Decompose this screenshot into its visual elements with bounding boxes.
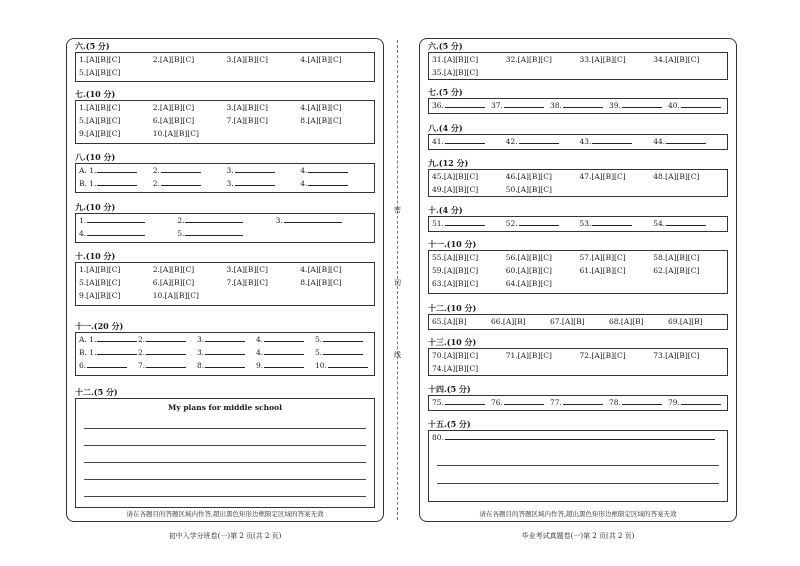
item-number: 1. bbox=[89, 348, 97, 357]
item-number: 5. bbox=[315, 348, 323, 357]
section-title: 六.(5 分) bbox=[75, 41, 110, 51]
fill-blank[interactable] bbox=[323, 333, 363, 342]
answer-area-note: 请在各题目的答题区域内作答,超出黑色矩形边框限定区域的答案无效 bbox=[479, 510, 677, 518]
essay-title: My plans for middle school bbox=[168, 403, 282, 412]
choice-item[interactable]: 9.[A][B][C] bbox=[79, 129, 121, 138]
item-number: 75. bbox=[432, 398, 444, 407]
item-number: 43. bbox=[579, 137, 592, 146]
section-title: 十三.(10 分) bbox=[428, 337, 477, 347]
writing-line[interactable] bbox=[84, 479, 366, 480]
item-number: 80. bbox=[432, 433, 444, 442]
choice-item[interactable]: 4.[A][B][C] bbox=[300, 55, 342, 64]
section-8 bbox=[75, 152, 375, 193]
choice-item[interactable]: 67.[A][B] bbox=[550, 317, 585, 326]
section-9 bbox=[75, 202, 375, 243]
item-number: 5. bbox=[177, 229, 185, 238]
item-number: 7. bbox=[138, 361, 146, 370]
section-8 bbox=[428, 123, 728, 150]
writing-line[interactable] bbox=[84, 428, 366, 429]
choice-item[interactable]: 55.[A][B][C] bbox=[432, 253, 479, 262]
item-number: 44. bbox=[653, 137, 666, 146]
section-title: 九.(12 分) bbox=[428, 158, 469, 168]
item-number: 1. bbox=[79, 216, 87, 225]
item-number: 4. bbox=[300, 179, 308, 188]
section-title: 十.(4 分) bbox=[428, 205, 463, 215]
fill-blank[interactable] bbox=[264, 359, 304, 368]
choice-item[interactable]: 2.[A][B][C] bbox=[152, 103, 195, 112]
answer-box bbox=[428, 430, 728, 502]
choice-item[interactable]: 3.[A][B][C] bbox=[226, 55, 268, 64]
item-number: 78. bbox=[609, 398, 621, 407]
fill-blank[interactable] bbox=[666, 135, 706, 144]
choice-item[interactable]: 73.[A][B][C] bbox=[653, 351, 700, 360]
fill-blank[interactable] bbox=[445, 396, 485, 405]
section-10 bbox=[428, 205, 728, 232]
section-14 bbox=[428, 384, 728, 411]
section-15 bbox=[428, 419, 728, 502]
page-footer-left: 初中入学分班卷(一)第 2 页(共 2 页) bbox=[168, 532, 282, 540]
choice-item[interactable]: 2.[A][B][C] bbox=[152, 265, 195, 274]
fill-blank[interactable] bbox=[681, 396, 721, 405]
choice-item[interactable]: 71.[A][B][C] bbox=[505, 351, 552, 360]
left-answer-sheet bbox=[66, 38, 384, 522]
item-number: 6. bbox=[79, 361, 87, 370]
choice-item[interactable]: 68.[A][B] bbox=[609, 317, 644, 326]
fill-blank[interactable] bbox=[563, 396, 603, 405]
item-number: 4. bbox=[300, 166, 308, 175]
item-number: 3. bbox=[197, 348, 205, 357]
fill-blank[interactable] bbox=[563, 99, 603, 108]
essay-box[interactable] bbox=[75, 398, 375, 508]
choice-item[interactable]: 48.[A][B][C] bbox=[653, 172, 700, 181]
section-12 bbox=[75, 387, 375, 508]
answer-box bbox=[428, 216, 728, 232]
choice-item[interactable]: 1.[A][B][C] bbox=[79, 103, 121, 112]
fill-blank[interactable] bbox=[235, 164, 275, 173]
item-number: 1. bbox=[89, 166, 97, 175]
answer-box bbox=[428, 52, 728, 80]
choice-item[interactable]: 5.[A][B][C] bbox=[79, 68, 121, 77]
fill-blank[interactable] bbox=[681, 99, 721, 108]
choice-item[interactable]: 70.[A][B][C] bbox=[432, 351, 479, 360]
fill-blank[interactable] bbox=[622, 396, 662, 405]
choice-item[interactable]: 59.[A][B][C] bbox=[432, 266, 479, 275]
section-11 bbox=[75, 321, 375, 376]
item-number: 2. bbox=[152, 179, 160, 188]
choice-item[interactable]: 8.[A][B][C] bbox=[300, 116, 342, 125]
choice-item[interactable]: 10.[A][B][C] bbox=[152, 291, 199, 300]
fill-blank[interactable] bbox=[504, 396, 544, 405]
choice-item[interactable]: 66.[A][B] bbox=[491, 317, 526, 326]
item-number: 4. bbox=[256, 348, 264, 357]
fill-blank[interactable] bbox=[205, 333, 245, 342]
fill-blank[interactable] bbox=[445, 431, 715, 440]
writing-line[interactable] bbox=[84, 462, 366, 463]
writing-line[interactable] bbox=[437, 465, 719, 466]
item-number: 2. bbox=[138, 335, 146, 344]
fill-blank[interactable] bbox=[264, 333, 304, 342]
section-10 bbox=[75, 251, 375, 306]
item-number: 36. bbox=[432, 101, 444, 110]
item-number: 1. bbox=[89, 179, 97, 188]
item-number: 4. bbox=[79, 229, 87, 238]
section-title: 十二.(5 分) bbox=[75, 387, 118, 397]
fill-blank[interactable] bbox=[146, 333, 186, 342]
choice-item[interactable]: 69.[A][B] bbox=[668, 317, 703, 326]
section-title: 七.(5 分) bbox=[428, 87, 463, 97]
choice-item[interactable]: 60.[A][B][C] bbox=[505, 266, 552, 275]
fill-blank[interactable] bbox=[97, 177, 137, 186]
answer-box bbox=[75, 213, 375, 243]
choice-item[interactable]: 4.[A][B][C] bbox=[300, 103, 342, 112]
choice-item[interactable]: 1.[A][B][C] bbox=[79, 55, 121, 64]
fill-blank[interactable] bbox=[666, 217, 706, 226]
item-number: 42. bbox=[505, 137, 518, 146]
fill-blank[interactable] bbox=[328, 359, 368, 368]
section-11 bbox=[428, 239, 728, 294]
item-number: 10. bbox=[315, 361, 327, 370]
choice-item[interactable]: 9.[A][B][C] bbox=[79, 291, 121, 300]
writing-line[interactable] bbox=[437, 483, 719, 484]
choice-item[interactable]: 1.[A][B][C] bbox=[79, 265, 121, 274]
section-title: 八.(4 分) bbox=[428, 123, 463, 133]
item-number: 4. bbox=[256, 335, 264, 344]
binding-char-2: 切 bbox=[394, 279, 401, 287]
section-7 bbox=[75, 89, 375, 144]
choice-item[interactable]: 50.[A][B][C] bbox=[505, 185, 552, 194]
section-7 bbox=[428, 87, 728, 114]
fill-blank[interactable] bbox=[185, 214, 243, 223]
section-6 bbox=[428, 41, 728, 80]
fill-blank[interactable] bbox=[87, 227, 145, 236]
section-title: 八.(10 分) bbox=[75, 152, 116, 162]
section-title: 九.(10 分) bbox=[75, 202, 116, 212]
choice-item[interactable]: 64.[A][B][C] bbox=[505, 279, 552, 288]
choice-item[interactable]: 46.[A][B][C] bbox=[505, 172, 552, 181]
fill-blank[interactable] bbox=[445, 99, 485, 108]
row-label: A. bbox=[79, 166, 87, 175]
fill-blank[interactable] bbox=[205, 346, 245, 355]
item-number: 51. bbox=[432, 219, 444, 228]
choice-item[interactable]: 45.[A][B][C] bbox=[432, 172, 479, 181]
fill-blank[interactable] bbox=[519, 217, 559, 226]
fill-blank[interactable] bbox=[185, 227, 243, 236]
item-number: 77. bbox=[550, 398, 562, 407]
choice-item[interactable]: 47.[A][B][C] bbox=[579, 172, 626, 181]
fill-blank[interactable] bbox=[87, 214, 145, 223]
choice-item[interactable]: 34.[A][B][C] bbox=[653, 55, 700, 64]
choice-item[interactable]: 35.[A][B][C] bbox=[432, 68, 479, 77]
item-number: 2. bbox=[152, 166, 160, 175]
fill-blank[interactable] bbox=[445, 135, 485, 144]
fill-blank[interactable] bbox=[235, 177, 275, 186]
answer-box bbox=[75, 100, 375, 144]
item-number: 8. bbox=[197, 361, 205, 370]
choice-item[interactable]: 5.[A][B][C] bbox=[79, 278, 121, 287]
item-number: 54. bbox=[653, 219, 666, 228]
item-number: 5. bbox=[315, 335, 323, 344]
item-number: 52. bbox=[505, 219, 518, 228]
choice-item[interactable]: 65.[A][B] bbox=[432, 317, 467, 326]
choice-item[interactable]: 6.[A][B][C] bbox=[152, 116, 195, 125]
choice-item[interactable]: 58.[A][B][C] bbox=[653, 253, 700, 262]
item-number: 3. bbox=[275, 216, 283, 225]
answer-box bbox=[75, 163, 375, 193]
fill-blank[interactable] bbox=[592, 135, 632, 144]
answer-box bbox=[75, 332, 375, 376]
section-title: 十一.(10 分) bbox=[428, 239, 477, 249]
fill-blank[interactable] bbox=[308, 177, 348, 186]
choice-item[interactable]: 49.[A][B][C] bbox=[432, 185, 479, 194]
writing-line[interactable] bbox=[84, 496, 366, 497]
choice-item[interactable]: 6.[A][B][C] bbox=[152, 278, 195, 287]
section-6 bbox=[75, 41, 375, 82]
row-label: B. bbox=[79, 179, 87, 188]
choice-item[interactable]: 72.[A][B][C] bbox=[579, 351, 626, 360]
section-title: 十二.(10 分) bbox=[428, 303, 477, 313]
answer-box bbox=[428, 314, 728, 330]
fill-blank[interactable] bbox=[146, 359, 186, 368]
item-number: 3. bbox=[197, 335, 205, 344]
binding-char-3: 线 bbox=[394, 351, 401, 359]
fill-blank[interactable] bbox=[504, 99, 544, 108]
choice-item[interactable]: 31.[A][B][C] bbox=[432, 55, 479, 64]
writing-line[interactable] bbox=[84, 445, 366, 446]
item-number: 53. bbox=[579, 219, 592, 228]
answer-box bbox=[428, 250, 728, 294]
item-number: 3. bbox=[226, 166, 234, 175]
right-answer-sheet bbox=[419, 38, 737, 522]
section-title: 十五.(5 分) bbox=[428, 419, 471, 429]
choice-item[interactable]: 3.[A][B][C] bbox=[226, 103, 268, 112]
fill-blank[interactable] bbox=[97, 333, 137, 342]
fill-blank[interactable] bbox=[308, 164, 348, 173]
choice-item[interactable]: 62.[A][B][C] bbox=[653, 266, 700, 275]
item-number: 1. bbox=[89, 335, 97, 344]
fill-blank[interactable] bbox=[264, 346, 304, 355]
item-number: 40. bbox=[668, 101, 680, 110]
fill-blank[interactable] bbox=[161, 177, 201, 186]
item-number: 39. bbox=[609, 101, 621, 110]
section-title: 十.(10 分) bbox=[75, 251, 116, 261]
answer-box bbox=[75, 262, 375, 306]
item-number: 41. bbox=[432, 137, 444, 146]
item-number: 79. bbox=[668, 398, 680, 407]
choice-item[interactable]: 5.[A][B][C] bbox=[79, 116, 121, 125]
fill-blank[interactable] bbox=[284, 214, 342, 223]
item-number: 38. bbox=[550, 101, 562, 110]
section-12 bbox=[428, 303, 728, 330]
choice-item[interactable]: 74.[A][B][C] bbox=[432, 364, 479, 373]
answer-box bbox=[428, 395, 728, 411]
answer-area-note: 请在各题目的答题区域内作答,超出黑色矩形边框限定区域的答案无效 bbox=[126, 510, 324, 518]
answer-box bbox=[75, 52, 375, 82]
choice-item[interactable]: 10.[A][B][C] bbox=[152, 129, 199, 138]
item-number: 2. bbox=[138, 348, 146, 357]
choice-item[interactable]: 33.[A][B][C] bbox=[579, 55, 626, 64]
answer-box bbox=[428, 348, 728, 376]
fill-blank[interactable] bbox=[622, 99, 662, 108]
item-number: 3. bbox=[226, 179, 234, 188]
choice-item[interactable]: 7.[A][B][C] bbox=[226, 116, 268, 125]
item-number: 37. bbox=[491, 101, 503, 110]
answer-box bbox=[428, 134, 728, 150]
choice-item[interactable]: 2.[A][B][C] bbox=[152, 55, 195, 64]
fill-blank[interactable] bbox=[445, 217, 485, 226]
section-title: 十四.(5 分) bbox=[428, 384, 471, 394]
choice-item[interactable]: 8.[A][B][C] bbox=[300, 278, 342, 287]
binding-char-1: 密 bbox=[394, 206, 401, 214]
choice-item[interactable]: 63.[A][B][C] bbox=[432, 279, 479, 288]
section-13 bbox=[428, 337, 728, 376]
section-title: 七.(10 分) bbox=[75, 89, 116, 99]
fill-blank[interactable] bbox=[519, 135, 559, 144]
choice-item[interactable]: 56.[A][B][C] bbox=[505, 253, 552, 262]
fill-blank[interactable] bbox=[592, 217, 632, 226]
choice-item[interactable]: 61.[A][B][C] bbox=[579, 266, 626, 275]
answer-box bbox=[428, 169, 728, 197]
section-title: 十一.(20 分) bbox=[75, 321, 124, 331]
row-label: A. bbox=[79, 335, 87, 344]
section-title: 六.(5 分) bbox=[428, 41, 463, 51]
fill-blank[interactable] bbox=[87, 359, 127, 368]
section-9 bbox=[428, 158, 728, 197]
item-number: 9. bbox=[256, 361, 264, 370]
choice-item[interactable]: 4.[A][B][C] bbox=[300, 265, 342, 274]
item-number: 2. bbox=[177, 216, 185, 225]
row-label: B. bbox=[79, 348, 87, 357]
fill-blank[interactable] bbox=[323, 346, 363, 355]
fill-blank[interactable] bbox=[146, 346, 186, 355]
fill-blank[interactable] bbox=[161, 164, 201, 173]
fill-blank[interactable] bbox=[205, 359, 245, 368]
choice-item[interactable]: 7.[A][B][C] bbox=[226, 278, 268, 287]
fill-blank[interactable] bbox=[97, 164, 137, 173]
page-footer-right: 毕业考试真题卷(一)第 2 页(共 2 页) bbox=[521, 532, 635, 540]
answer-box bbox=[428, 98, 728, 114]
choice-item[interactable]: 32.[A][B][C] bbox=[505, 55, 552, 64]
choice-item[interactable]: 57.[A][B][C] bbox=[579, 253, 626, 262]
item-number: 76. bbox=[491, 398, 503, 407]
choice-item[interactable]: 3.[A][B][C] bbox=[226, 265, 268, 274]
fill-blank[interactable] bbox=[97, 346, 137, 355]
